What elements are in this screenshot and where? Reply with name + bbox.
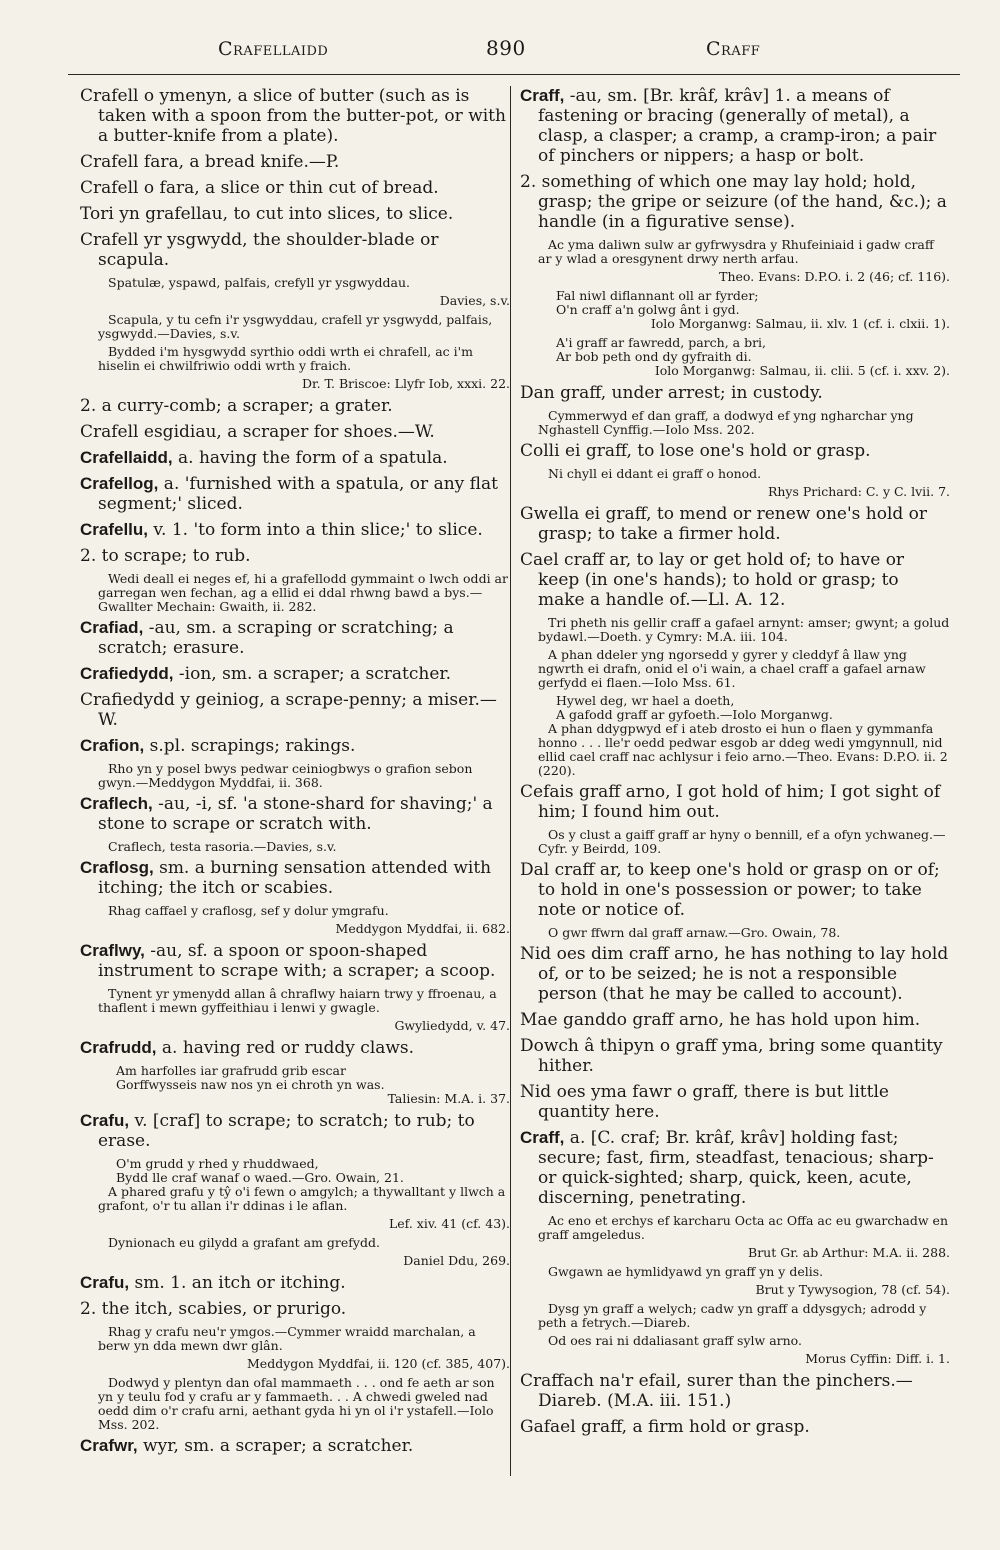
dictionary-entry	[80, 1273, 510, 1293]
dictionary-entry	[80, 396, 510, 416]
entry-text: -au, sm. [Br. krâf, krâv] 1. a means of fastening or bracing (generally of metal), a clasp, a clasper; a cramp, a cramp-iron; a pair of pinchers or nippers; a hasp or bolt.	[538, 86, 937, 166]
page-number: 890	[486, 36, 526, 60]
citation: Dodwyd y plentyn dan ofal mammaeth . . . ond fe aeth ar son yn y teulu fod y crafu ar y fammaeth. . . A chwedi gweled nad oedd dim o'r crafu arni, aethant gyda hi yn ol i'r ystafell.—Iolo Mss. 202.	[98, 1375, 495, 1432]
entry-text: Cefais graff arno, I got hold of him; I got sight of him; I found him out.	[520, 782, 941, 822]
headword: Crafion,	[80, 736, 145, 755]
dictionary-entry	[520, 172, 950, 232]
citation-source: Brut Gr. ab Arthur: M.A. ii. 288.	[748, 1245, 950, 1260]
dictionary-entry	[80, 546, 510, 566]
dictionary-entry	[80, 1299, 510, 1319]
dictionary-entry	[520, 1010, 950, 1030]
dictionary-entry	[80, 858, 510, 898]
entry-text: Crafell yr ysgwydd, the shoulder-blade or scapula.	[80, 230, 439, 270]
headword: Crafrudd,	[80, 1038, 157, 1057]
entry-text: Nid oes yma fawr o graff, there is but little quantity here.	[520, 1082, 889, 1122]
dictionary-entry	[520, 1371, 950, 1411]
citation: Bydded i'm hysgwydd syrthio oddi wrth ei chrafell, ac i'm hiselin ei chwilfriwio oddi wrth y fraich.	[98, 344, 473, 373]
entry-text: -au, sf. a spoon or spoon-shaped instrument to scrape with; a scraper; a scoop.	[98, 941, 496, 981]
verse-line: Gorffwysseis naw nos yn ei chroth yn was.	[116, 1077, 385, 1092]
left-column	[80, 86, 510, 1526]
entry-text: Gafael graff, a firm hold or grasp.	[520, 1417, 810, 1437]
running-head	[68, 30, 942, 66]
citation-source: Gwyliedydd, v. 47.	[394, 1018, 510, 1033]
entry-text: Dal craff ar, to keep one's hold or grasp on or of; to hold in one's possession or power; to take note or notice of.	[520, 860, 940, 920]
entry-text: a. having red or ruddy claws.	[156, 1038, 415, 1058]
verse-line: A gafodd graff ar gyfoeth.—Iolo Morganwg.	[556, 707, 833, 722]
dictionary-entry	[80, 474, 510, 514]
citation: Dysg yn graff a welych; cadw yn graff a ddysgych; adrodd y peth a fetrych.—Diareb.	[538, 1301, 927, 1330]
headword: Crafu,	[80, 1111, 130, 1130]
citation-source: Dr. T. Briscoe: Llyfr Iob, xxxi. 22.	[301, 376, 510, 391]
entry-text: v. [craf] to scrape; to scratch; to rub; to erase.	[98, 1111, 475, 1151]
entry-text: sm. 1. an itch or itching.	[129, 1273, 346, 1293]
entry-text: sm. a burning sensation attended with itching; the itch or scabies.	[98, 858, 492, 898]
citation: Scapula, y tu cefn i'r ysgwyddau, crafell yr ysgwydd, palfais, ysgwydd.—Davies, s.v.	[98, 312, 493, 341]
dictionary-entry	[80, 618, 510, 658]
citation-source: Meddygon Myddfai, ii. 682.	[335, 921, 510, 936]
dictionary-entry	[80, 230, 510, 270]
running-head-left: Crafellaidd	[218, 38, 329, 60]
entry-text: v. 1. 'to form into a thin slice;' to slice.	[148, 520, 483, 540]
dictionary-entry	[80, 664, 510, 684]
entry-text: a. 'furnished with a spatula, or any flat segment;' sliced.	[98, 474, 498, 514]
dictionary-entry	[80, 204, 510, 224]
headword: Craflech,	[80, 794, 153, 813]
citation-source: Iolo Morganwg: Salmau, ii. xlv. 1 (cf. i. clxii. 1).	[650, 316, 950, 331]
dictionary-entry	[520, 86, 950, 166]
entry-text: 2. to scrape; to rub.	[80, 546, 251, 566]
citation: Dynionach eu gilydd a grafant am grefydd.	[108, 1235, 380, 1250]
citation: O gwr ffwrn dal graff arnaw.—Gro. Owain, 78.	[548, 925, 841, 940]
headword: Craff,	[520, 86, 565, 105]
dictionary-entry	[520, 1417, 950, 1437]
entry-text: Cael craff ar, to lay or get hold of; to have or keep (in one's hands); to hold or grasp; to make a handle of.—Ll. A. 12.	[520, 550, 905, 610]
headword: Craff,	[520, 1128, 565, 1147]
entry-text: Crafell o fara, a slice or thin cut of bread.	[80, 178, 439, 198]
header-rule	[68, 74, 960, 75]
citation: Wedi deall ei neges ef, hi a grafellodd gymmaint o lwch oddi ar garregan wen fechan, ag a ellid ei ddal rhwng bawd a bys.—Gwallter Mechain: Gwaith, ii. 282.	[98, 571, 508, 614]
dictionary-entry	[520, 860, 950, 920]
entry-text: Mae ganddo graff arno, he has hold upon him.	[520, 1010, 921, 1030]
dictionary-entry	[80, 690, 510, 730]
entry-text: Nid oes dim craff arno, he has nothing to lay hold of, or to be seized; he is not a responsible person (that he may be called to account).	[520, 944, 949, 1004]
entry-text: Crafell fara, a bread knife.—P.	[80, 152, 340, 172]
verse-line: Hywel deg, wr hael a doeth,	[556, 693, 735, 708]
dictionary-entry	[80, 1038, 510, 1058]
citation: A phan ddeler yng ngorsedd y gyrer y cleddyf â llaw yng ngwrth ei drafn, onid el o'i wain, a chael craff a gafael arnaw gerfydd ei flaen.—Iolo Mss. 61.	[538, 647, 926, 690]
dictionary-entry	[80, 794, 510, 834]
headword: Crafellu,	[80, 520, 149, 539]
dictionary-entry	[520, 1036, 950, 1076]
running-head-right: Craff	[706, 38, 761, 60]
citation: Craflech, testa rasoria.—Davies, s.v.	[108, 839, 337, 854]
entry-text: 2. a curry-comb; a scraper; a grater.	[80, 396, 393, 416]
dictionary-entry	[520, 504, 950, 544]
citation-source: Lef. xiv. 41 (cf. 43).	[388, 1216, 510, 1231]
dictionary-entry	[80, 422, 510, 442]
dictionary-entry	[80, 448, 510, 468]
citation-source: Brut y Tywysogion, 78 (cf. 54).	[755, 1282, 950, 1297]
dictionary-entry	[520, 1082, 950, 1122]
dictionary-entry	[520, 1128, 950, 1208]
citation-source: Theo. Evans: D.P.O. i. 2 (46; cf. 116).	[719, 269, 950, 284]
citation-source: Iolo Morganwg: Salmau, ii. clii. 5 (cf. i. xxv. 2).	[654, 363, 950, 378]
citation: Od oes rai ni ddaliasant graff sylw arno.	[548, 1333, 802, 1348]
citation-source: Meddygon Myddfai, ii. 120 (cf. 385, 407).	[247, 1356, 510, 1371]
entry-text: 2. something of which one may lay hold; hold, grasp; the gripe or seizure (of the hand, &c.); a handle (in a figurative sense).	[520, 172, 947, 232]
entry-text: a. [C. craf; Br. krâf, krâv] holding fast; secure; fast, firm, steadfast, tenacious; sharp- or quick-sighted; sharp, quick, keen, acute, discerning, penetrating.	[538, 1128, 934, 1208]
verse-line: Fal niwl diflannant oll ar fyrder;	[556, 288, 759, 303]
dictionary-entry	[80, 1111, 510, 1151]
entry-text: Crafell esgidiau, a scraper for shoes.—W.	[80, 422, 435, 442]
headword: Crafellaidd,	[80, 448, 173, 467]
citation: Ni chyll ei ddant ei graff o honod.	[548, 466, 762, 481]
citation: Spatulæ, yspawd, palfais, crefyll yr ysgwyddau.	[108, 275, 411, 290]
citation: A phan ddygpwyd ef i ateb drosto ei hun o flaen y gymmanfa honno . . . lle'r oedd pedwar esgob ar ddeg wedi ymgynnull, nid ellid cael craff nac achlysur i feio arno.—Theo. Evans: D.P.O. ii. 2 (220).	[538, 721, 948, 778]
entry-text: 2. the itch, scabies, or prurigo.	[80, 1299, 347, 1319]
dictionary-entry	[80, 1436, 510, 1456]
dictionary-entry	[80, 86, 510, 146]
entry-text: Crafell o ymenyn, a slice of butter (such as is taken with a spoon from the butter-pot, or with a butter-knife from a plate).	[80, 86, 506, 146]
dictionary-entry	[80, 152, 510, 172]
verse-line: A'i graff ar fawredd, parch, a bri,	[556, 335, 767, 350]
citation: Os y clust a gaiff graff ar hyny o bennill, ef a ofyn ychwaneg.—Cyfr. y Beirdd, 109.	[538, 827, 946, 856]
dictionary-entry	[80, 178, 510, 198]
headword: Crafiad,	[80, 618, 144, 637]
headword: Craflosg,	[80, 858, 154, 877]
citation: Ac yma daliwn sulw ar gyfrwysdra y Rhufeiniaid i gadw craff ar y wlad a oresgynent drwy nerth arfau.	[538, 237, 934, 266]
entry-text: Dan graff, under arrest; in custody.	[520, 383, 823, 403]
citation-source: Morus Cyffin: Diff. i. 1.	[805, 1351, 950, 1366]
verse-line: O'm grudd y rhed y rhuddwaed,	[116, 1156, 319, 1171]
entry-text: wyr, sm. a scraper; a scratcher.	[137, 1436, 414, 1456]
citation-source: Taliesin: M.A. i. 37.	[387, 1091, 510, 1106]
columns	[68, 86, 968, 1526]
entry-text: -au, -i, sf. 'a stone-shard for shaving;' a stone to scrape or scratch with.	[98, 794, 493, 834]
headword: Crafwr,	[80, 1436, 138, 1455]
dictionary-entry	[520, 441, 950, 461]
headword: Crafellog,	[80, 474, 159, 493]
right-column	[520, 86, 950, 1526]
citation-source: Rhys Prichard: C. y C. lvii. 7.	[767, 484, 950, 499]
dictionary-entry	[80, 736, 510, 756]
headword: Craflwy,	[80, 941, 145, 960]
citation: Rhag caffael y craflosg, sef y dolur ymgrafu.	[108, 903, 389, 918]
entry-text: s.pl. scrapings; rakings.	[144, 736, 356, 756]
entry-text: Gwella ei graff, to mend or renew one's hold or grasp; to take a firmer hold.	[520, 504, 928, 544]
citation: Tynent yr ymenydd allan â chraflwy haiarn trwy y ffroenau, a thaflent i mewn gyffeithiau i lenwi y gwagle.	[98, 986, 497, 1015]
headword: Crafiedydd,	[80, 664, 174, 683]
entry-text: Crafiedydd y geiniog, a scrape-penny; a miser.—W.	[80, 690, 497, 730]
entry-text: -ion, sm. a scraper; a scratcher.	[173, 664, 452, 684]
citation: Cymmerwyd ef dan graff, a dodwyd ef yng ngharchar yng Nghastell Cynffig.—Iolo Mss. 202.	[538, 408, 914, 437]
dictionary-entry	[520, 550, 950, 610]
headword: Crafu,	[80, 1273, 130, 1292]
dictionary-entry	[520, 944, 950, 1004]
entry-text: -au, sm. a scraping or scratching; a scratch; erasure.	[98, 618, 454, 658]
column-divider	[510, 86, 511, 1476]
verse-line: Bydd lle craf wanaf o waed.—Gro. Owain, 21.	[116, 1170, 404, 1185]
citation: Tri pheth nis gellir craff a gafael arnynt: amser; gwynt; a golud bydawl.—Doeth. y Cymry: M.A. iii. 104.	[538, 615, 950, 644]
citation: Gwgawn ae hymlidyawd yn graff yn y delis.	[548, 1264, 824, 1279]
entry-text: Dowch â thipyn o graff yma, bring some quantity hither.	[520, 1036, 943, 1076]
entry-text: Craffach na'r efail, surer than the pinchers.—Diareb. (M.A. iii. 151.)	[520, 1371, 913, 1411]
entry-text: Tori yn grafellau, to cut into slices, to slice.	[80, 204, 454, 224]
dictionary-entry	[520, 383, 950, 403]
verse-line: O'n craff a'n golwg ânt i gyd.	[556, 302, 740, 317]
entry-text: Colli ei graff, to lose one's hold or grasp.	[520, 441, 871, 461]
citation: Rhag y crafu neu'r ymgos.—Cymmer wraidd marchalan, a berw yn dda mewn dwr glân.	[98, 1324, 476, 1353]
citation: Rho yn y posel bwys pedwar ceiniogbwys o grafion sebon gwyn.—Meddygon Myddfai, ii. 368.	[98, 761, 473, 790]
verse-line: Ar bob peth ond dy gyfraith di.	[556, 349, 752, 364]
citation-source: Daniel Ddu, 269.	[403, 1253, 510, 1268]
dictionary-entry	[80, 941, 510, 981]
dictionary-entry	[520, 782, 950, 822]
entry-text: a. having the form of a spatula.	[172, 448, 448, 468]
citation: Ac eno et erchys ef karcharu Octa ac Offa ac eu gwarchadw en graff amgeledus.	[538, 1213, 948, 1242]
citation-source: Davies, s.v.	[439, 293, 510, 308]
dictionary-entry	[80, 520, 510, 540]
verse-line: Am harfolles iar grafrudd grib escar	[116, 1063, 346, 1078]
citation: A phared grafu y tŷ o'i fewn o amgylch; a thywalltant y llwch a grafont, o'r tu allan i'r ddinas i le aflan.	[98, 1184, 506, 1213]
